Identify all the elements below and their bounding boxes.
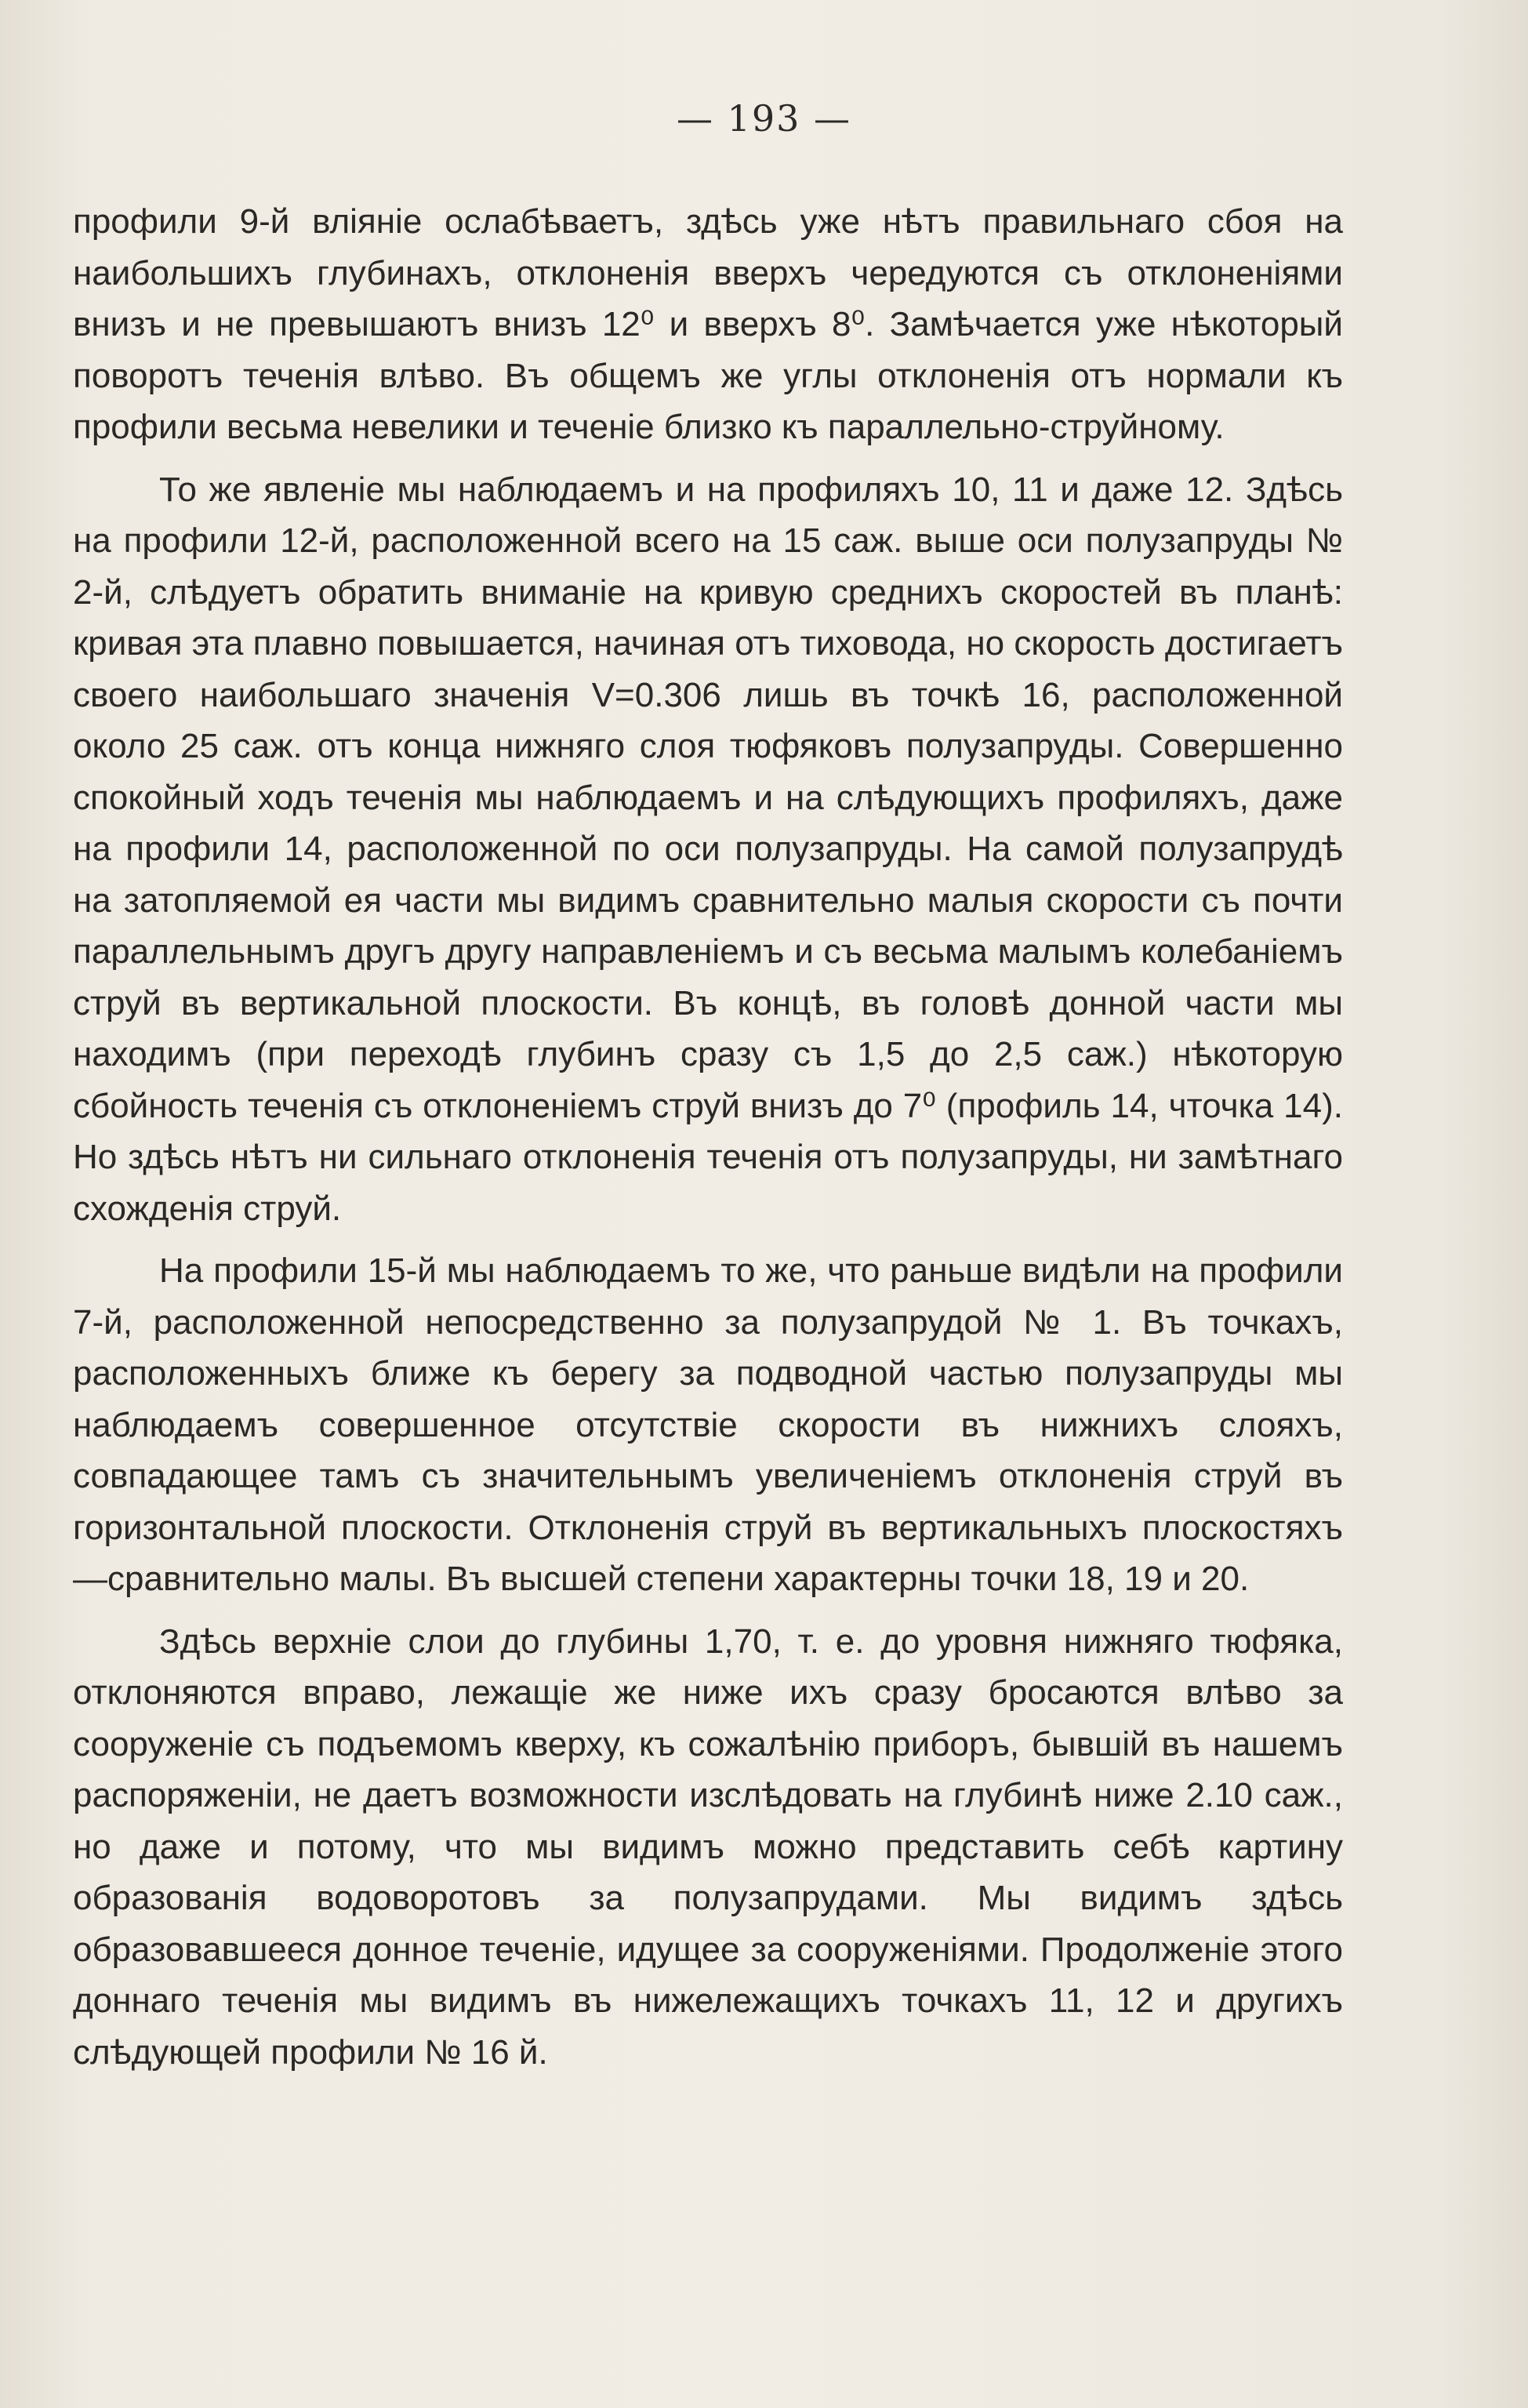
paragraph-4: Здѣсь верхніе слои до глубины 1,70, т. е. до уровня нижняго тюфяка, отклоняются вправо, лежащіе же ниже ихъ сразу бросаются влѣво за сооруженіе съ подъемомъ кверху, къ сожалѣнію приборъ, бывшій въ нашемъ распоряженіи, не даетъ возможности изслѣдовать на глубинѣ ниже 2.10 саж., но даже и потому, что мы видимъ можно представить себѣ картину образованія водоворотовъ за полузапрудами. Мы видимъ здѣсь образовавшееся донное теченіе, идущее за сооруженіями. Продолженіе этого доннаго теченія мы видимъ въ нижележащихъ точкахъ 11, 12 и другихъ слѣдующей профили № 16 й. — [73, 1622, 1343, 2072]
paragraph-1: профили 9-й вліяніе ослабѣваетъ, здѣсь уже нѣтъ правильнаго сбоя на наибольшихъ глубинахъ, отклоненія вверхъ чередуются съ отклоненіями внизъ и не превышаютъ внизъ 12⁰ и вверхъ 8⁰. Замѣчается уже нѣкоторый поворотъ теченія влѣво. Въ общемъ же углы отклоненія отъ нормали къ профили весьма невелики и теченіе близко къ параллельно-струйному. — [73, 202, 1343, 446]
body-text — [73, 196, 1343, 2089]
page-number: — 193 — — [676, 97, 852, 140]
paragraph-2: То же явленіе мы наблюдаемъ и на профиляхъ 10, 11 и даже 12. Здѣсь на профили 12-й, расположенной всего на 15 саж. выше оси полузапруды № 2-й, слѣдуетъ обратить вниманіе на кривую среднихъ скоростей въ планѣ: кривая эта плавно повышается, начиная отъ тиховода, но скорость достигаетъ своего наибольшаго значенія V=0.306 лишь въ точкѣ 16, расположенной около 25 саж. отъ конца нижняго слоя тюфяковъ полузапруды. Совершенно спокойный ходъ теченія мы наблюдаемъ и на слѣдующихъ профиляхъ, даже на профили 14, расположенной по оси полузапруды. На самой полузапрудѣ на затопляемой ея части мы видимъ сравнительно малыя скорости съ почти параллельнымъ другъ другу направленіемъ и съ весьма малымъ колебаніемъ струй въ вертикальной плоскости. Въ концѣ, въ головѣ донной части мы находимъ (при переходѣ глубинъ сразу съ 1,5 до 2,5 саж.) нѣкоторую сбойность теченія съ отклоненіемъ струй внизъ до 7⁰ (профиль 14, чточка 14). Но здѣсь нѣтъ ни сильнаго отклоненія теченія отъ полузапруды, ни замѣтнаго схожденія струй. — [73, 470, 1343, 1228]
paragraph-3: На профили 15-й мы наблюдаемъ то же, что раньше видѣли на профили 7-й, расположенной непосредственно за полузапрудой № 1. Въ точкахъ, расположенныхъ ближе къ берегу за подводной частью полузапруды мы наблюдаемъ совершенное отсутствіе скорости въ нижнихъ слояхъ, совпадающее тамъ съ значительнымъ увеличеніемъ отклоненія струй въ горизонтальной плоскости. Отклоненія струй въ вертикальныхъ плоскостяхъ—сравнительно малы. Въ высшей степени характерны точки 18, 19 и 20. — [73, 1251, 1343, 1598]
